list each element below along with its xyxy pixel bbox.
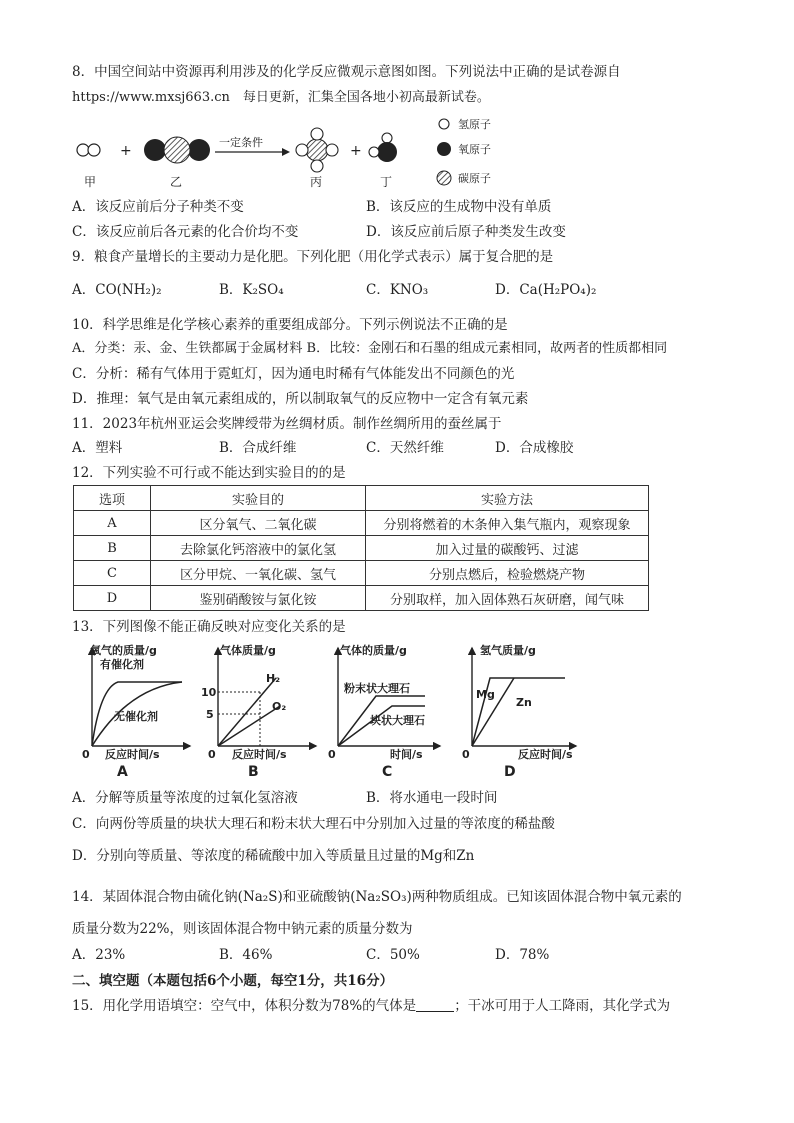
graph-c-curve2: 块状大理石 <box>370 714 425 727</box>
q13-option-b: B．将水通电一段时间 <box>366 790 498 806</box>
q11-option-c: C．天然纤维 <box>366 440 444 456</box>
graph-a-origin: 0 <box>82 748 90 761</box>
q12-stem: 12．下列实验不可行或不能达到实验目的的是 <box>72 465 346 481</box>
cell-option: C <box>74 561 151 586</box>
q15-part2: ；干冰可用于人工降雨，其化学式为 <box>454 998 671 1014</box>
q9-option-b: B．K₂SO₄ <box>219 282 284 298</box>
q9-option-d: D．Ca(H₂PO₄)₂ <box>495 282 597 298</box>
q11-option-d: D．合成橡胶 <box>495 440 574 456</box>
name-bing: 丙 <box>310 175 323 189</box>
q13-graphs <box>70 640 590 782</box>
graph-d-curve1: Mg <box>476 688 495 701</box>
cell-purpose: 去除氯化钙溶液中的氯化氢 <box>151 536 366 561</box>
table-row <box>74 586 649 611</box>
graph-b-h2-line <box>218 678 276 746</box>
graph-d-origin: 0 <box>462 748 470 761</box>
graph-b <box>201 643 316 780</box>
legend-carbon: 碳原子 <box>458 172 491 185</box>
table-row <box>74 536 649 561</box>
q8-stem: 8．中国空间站中资源再利用涉及的化学反应微观示意图如图。下列说法中正确的是试卷源自 <box>72 64 621 80</box>
q14-stem-line1: 14．某固体混合物由硫化钠(Na₂S)和亚硫酸钠(Na₂SO₃)两种物质组成。已知该固体混合物中氧元素的 <box>72 889 682 905</box>
legend-oxygen: 氧原子 <box>458 143 491 156</box>
q9-option-c: C．KNO₃ <box>366 282 429 298</box>
jia-molecule <box>77 144 100 156</box>
graph-c <box>328 643 440 780</box>
graph-b-origin: 0 <box>208 748 216 761</box>
table-row <box>74 511 649 536</box>
graph-c-letter: C <box>382 764 393 780</box>
graph-b-tick-10: 10 <box>201 686 217 699</box>
q13-option-d: D．分别向等质量、等浓度的稀硫酸中加入等质量且过量的Mg和Zn <box>72 848 475 864</box>
q13-option-a: A．分解等质量等浓度的过氧化氢溶液 <box>72 790 298 806</box>
arrow-label: 一定条件 <box>219 136 263 149</box>
graph-b-curve1: H₂ <box>266 672 281 685</box>
answer-blank[interactable] <box>416 997 454 1012</box>
q8-option-b: B．该反应的生成物中没有单质 <box>366 199 552 215</box>
q9-option-a: A．CO(NH₂)₂ <box>72 282 162 298</box>
cell-method: 分别取样，加入固体熟石灰研磨，闻气味 <box>366 586 649 611</box>
graph-c-xlabel: 时间/s <box>390 748 423 761</box>
header-purpose: 实验目的 <box>151 486 366 511</box>
graph-a-curve1: 有催化剂 <box>100 658 144 671</box>
q10-option-d: D．推理：氧气是由氧元素组成的，所以制取氧气的反应物中一定含有氧元素 <box>72 391 529 407</box>
q8-option-d: D．该反应前后原子种类发生改变 <box>366 224 566 240</box>
graph-d <box>462 643 576 780</box>
table-header-row <box>74 486 649 511</box>
graph-b-ylabel: 气体质量/g <box>220 644 276 657</box>
q15-part1: 15．用化学用语填空：空气中，体积分数为78%的气体是 <box>72 998 417 1014</box>
q8-reaction-diagram <box>72 112 512 194</box>
svg-text:+: + <box>350 143 362 159</box>
svg-text:+: + <box>120 143 132 159</box>
q14-option-d: D．78% <box>495 947 550 963</box>
cell-purpose: 区分甲烷、一氧化碳、氢气 <box>151 561 366 586</box>
bing-molecule <box>296 128 338 172</box>
q14-stem-line2: 质量分数为22%，则该固体混合物中钠元素的质量分数为 <box>72 921 413 937</box>
graph-b-o2-line <box>218 706 280 746</box>
q10-stem: 10．科学思维是化学核心素养的重要组成部分。下列示例说法不正确的是 <box>72 317 508 333</box>
cell-purpose: 鉴别硝酸铵与氯化铵 <box>151 586 366 611</box>
name-yi: 乙 <box>170 175 183 189</box>
graph-a-ylabel: 氧气的质量/g <box>90 644 157 657</box>
name-jia: 甲 <box>84 175 97 189</box>
section-heading: 二、填空题（本题包括6个小题，每空1分，共16分） <box>72 973 394 989</box>
graph-d-curve2: Zn <box>516 696 532 709</box>
q11-stem: 11．2023年杭州亚运会奖牌绶带为丝绸材质。制作丝绸所用的蚕丝属于 <box>72 416 502 432</box>
cell-method: 分别点燃后，检验燃烧产物 <box>366 561 649 586</box>
cell-purpose: 区分氧气、二氧化碳 <box>151 511 366 536</box>
q10-option-c: C．分析：稀有气体用于霓虹灯，因为通电时稀有气体能发出不同颜色的光 <box>72 366 515 382</box>
name-ding: 丁 <box>380 175 393 189</box>
graph-b-curve2: O₂ <box>272 700 287 713</box>
q8-option-c: C．该反应前后各元素的化合价均不变 <box>72 224 299 240</box>
graph-a-letter: A <box>117 764 128 780</box>
q13-stem: 13．下列图像不能正确反映对应变化关系的是 <box>72 619 346 635</box>
header-method: 实验方法 <box>366 486 649 511</box>
cell-option: B <box>74 536 151 561</box>
q10-option-ab: A．分类：汞、金、生铁都属于金属材料 B．比较：金刚石和石墨的组成元素相同，故两者的性质都相同 <box>72 341 668 356</box>
table-row <box>74 561 649 586</box>
q13-option-c: C．向两份等质量的块状大理石和粉末状大理石中分别加入过量的等浓度的稀盐酸 <box>72 816 555 832</box>
graph-d-letter: D <box>504 764 516 780</box>
cell-method: 加入过量的碳酸钙、过滤 <box>366 536 649 561</box>
cell-option: D <box>74 586 151 611</box>
q12-table <box>73 485 649 611</box>
graph-c-curve1: 粉末状大理石 <box>344 682 410 695</box>
graph-d-xlabel: 反应时间/s <box>518 748 573 761</box>
graph-a-xlabel: 反应时间/s <box>105 748 160 761</box>
q14-option-a: A．23% <box>72 947 126 963</box>
yi-molecule <box>144 137 210 163</box>
q8-note: https://www.mxsj663.cn 每日更新，汇集全国各地小初高最新试卷。 <box>72 90 490 105</box>
atom-legend <box>437 117 491 185</box>
ding-molecule <box>369 133 397 162</box>
graph-b-letter: B <box>248 764 259 780</box>
q11-option-b: B．合成纤维 <box>219 440 297 456</box>
header-option: 选项 <box>74 486 151 511</box>
graph-a-curve2: 无催化剂 <box>114 710 158 723</box>
graph-a <box>82 643 190 780</box>
q8-option-a: A．该反应前后分子种类不变 <box>72 199 244 215</box>
q9-stem: 9．粮食产量增长的主要动力是化肥。下列化肥（用化学式表示）属于复合肥的是 <box>72 249 554 265</box>
graph-c-ylabel: 气体的质量/g <box>340 644 407 657</box>
graph-d-ylabel: 氢气质量/g <box>480 644 536 657</box>
graph-c-origin: 0 <box>328 748 336 761</box>
q15-line <box>72 997 670 1015</box>
q14-option-b: B．46% <box>219 947 273 963</box>
graph-b-xlabel: 反应时间/s <box>232 748 287 761</box>
legend-hydrogen: 氢原子 <box>458 118 491 131</box>
graph-b-tick-5: 5 <box>206 708 214 721</box>
cell-option: A <box>74 511 151 536</box>
q11-option-a: A．塑料 <box>72 440 123 456</box>
q14-option-c: C．50% <box>366 947 420 963</box>
cell-method: 分别将燃着的木条伸入集气瓶内，观察现象 <box>366 511 649 536</box>
